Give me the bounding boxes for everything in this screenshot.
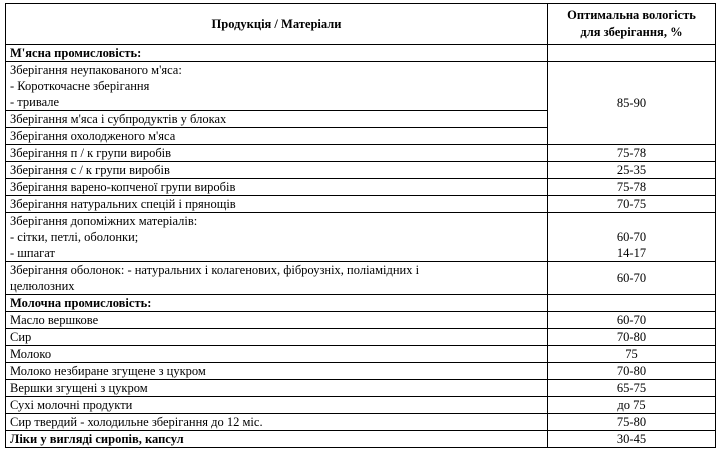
row-label: Зберігання м'яса і субпродуктів у блоках xyxy=(6,111,548,128)
row-value xyxy=(548,213,716,262)
table-row xyxy=(6,179,716,196)
header-humidity-line1: Оптимальна вологість xyxy=(567,8,696,22)
table-row xyxy=(6,62,716,111)
header-product: Продукція / Матеріали xyxy=(6,4,548,45)
row-label xyxy=(6,62,548,111)
row-label xyxy=(6,262,548,295)
table-row xyxy=(6,213,716,262)
section-title-dairy: Молочна промисловість: xyxy=(6,295,548,312)
row-value: 70-80 xyxy=(548,363,716,380)
row-label-line: - шпагат xyxy=(10,246,55,260)
table-row xyxy=(6,414,716,431)
row-label: Зберігання варено-копченої групи виробів xyxy=(6,179,548,196)
row-label xyxy=(6,213,548,262)
row-value: 65-75 xyxy=(548,380,716,397)
row-label: Молоко xyxy=(6,346,548,363)
row-label-line: Зберігання допоміжних матеріалів: xyxy=(10,214,198,228)
row-value-line: 14-17 xyxy=(616,246,647,260)
row-label: Зберігання с / к групи виробів xyxy=(6,162,548,179)
header-humidity-line2: для зберігання, % xyxy=(580,25,683,39)
row-label: Сухі молочні продукти xyxy=(6,397,548,414)
row-label: Ліки у вигляді сиропів, капсул xyxy=(6,431,548,448)
row-label: Сир xyxy=(6,329,548,346)
section-row-meat xyxy=(6,45,716,62)
table-row xyxy=(6,346,716,363)
table-row xyxy=(6,397,716,414)
row-value-line xyxy=(552,213,711,229)
table-row xyxy=(6,380,716,397)
table-header-row xyxy=(6,4,716,45)
section-empty-cell xyxy=(548,295,716,312)
section-empty-cell xyxy=(548,45,716,62)
header-humidity xyxy=(548,4,716,45)
section-title-meat: М'ясна промисловість: xyxy=(6,45,548,62)
row-label-line: - сітки, петлі, оболонки; xyxy=(10,230,139,244)
row-value: до 75 xyxy=(548,397,716,414)
row-value: 85-90 xyxy=(548,62,716,145)
row-label-line: Зберігання оболонок: - натуральних і колагенових, фіброузніх, поліамідних і xyxy=(10,263,420,277)
row-value: 75-80 xyxy=(548,414,716,431)
row-label: Масло вершкове xyxy=(6,312,548,329)
row-value: 70-75 xyxy=(548,196,716,213)
row-label: Молоко незбиране згущене з цукром xyxy=(6,363,548,380)
table-row xyxy=(6,329,716,346)
table-row-pharma xyxy=(6,431,716,448)
row-value: 70-80 xyxy=(548,329,716,346)
table-row xyxy=(6,312,716,329)
row-value: 60-70 xyxy=(548,312,716,329)
table-row xyxy=(6,196,716,213)
row-value: 60-70 xyxy=(548,262,716,295)
row-label-line: целюлозних xyxy=(10,279,75,293)
row-label: Зберігання натуральних спецій і прянощів xyxy=(6,196,548,213)
row-label-line: - тривале xyxy=(10,95,60,109)
row-value: 30-45 xyxy=(548,431,716,448)
row-value: 25-35 xyxy=(548,162,716,179)
humidity-table xyxy=(5,3,716,448)
row-value-line: 60-70 xyxy=(616,230,647,244)
table-row xyxy=(6,363,716,380)
row-value: 75-78 xyxy=(548,145,716,162)
table-row xyxy=(6,262,716,295)
row-label: Зберігання п / к групи виробів xyxy=(6,145,548,162)
section-row-dairy xyxy=(6,295,716,312)
row-value: 75 xyxy=(548,346,716,363)
row-label-line: - Короткочасне зберігання xyxy=(10,79,150,93)
row-label-line: Зберігання неупакованого м'яса: xyxy=(10,63,182,77)
row-label: Зберігання охолодженого м'яса xyxy=(6,128,548,145)
table-row xyxy=(6,162,716,179)
row-label: Вершки згущені з цукром xyxy=(6,380,548,397)
row-label: Сир твердий - холодильне зберігання до 12 міс. xyxy=(6,414,548,431)
table-row xyxy=(6,145,716,162)
row-value: 75-78 xyxy=(548,179,716,196)
